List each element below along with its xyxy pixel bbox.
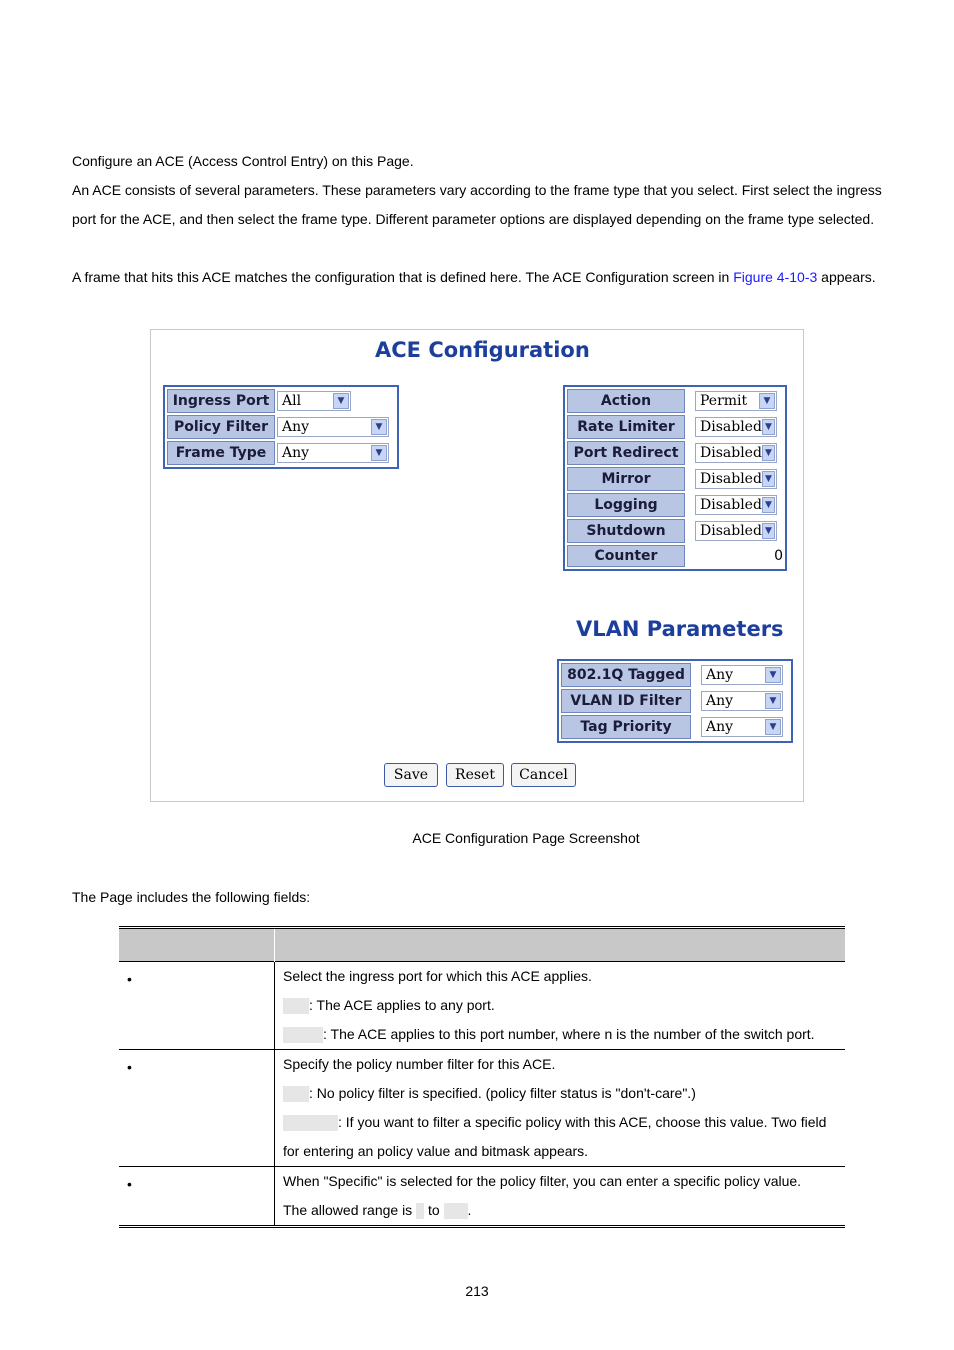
tagged-select[interactable]: Any ▼ bbox=[701, 665, 783, 685]
value-highlight bbox=[444, 1203, 468, 1219]
shutdown-label: Shutdown bbox=[567, 519, 685, 543]
mirror-select[interactable]: Disabled ▼ bbox=[695, 469, 777, 489]
chevron-down-icon: ▼ bbox=[762, 523, 775, 539]
description-line: : If you want to filter a specific policy with this ACE, choose this value. Two field bbox=[275, 1108, 845, 1137]
reset-button[interactable]: Reset bbox=[446, 763, 504, 787]
figure-caption: ACE Configuration Page Screenshot bbox=[412, 830, 640, 846]
chevron-down-icon: ▼ bbox=[765, 667, 781, 683]
port-redirect-label: Port Redirect bbox=[567, 441, 685, 465]
chevron-down-icon: ▼ bbox=[762, 471, 775, 487]
vlan-id-filter-select[interactable]: Any ▼ bbox=[701, 691, 783, 711]
value-highlight bbox=[283, 1115, 338, 1131]
cancel-button[interactable]: Cancel bbox=[511, 763, 576, 787]
chevron-down-icon: ▼ bbox=[765, 719, 781, 735]
counter-label: Counter bbox=[567, 545, 685, 567]
fields-table-header bbox=[119, 928, 845, 962]
intro-figure-reference: A frame that hits this ACE matches the configuration that is defined here. The ACE Configuration screen in Figure 4-10-3 appears. bbox=[72, 269, 876, 285]
fields-table bbox=[119, 926, 845, 1228]
action-select[interactable]: Permit ▼ bbox=[695, 391, 777, 411]
value-highlight bbox=[283, 1027, 323, 1043]
chevron-down-icon: ▼ bbox=[759, 393, 775, 409]
table-row bbox=[119, 1167, 845, 1227]
chevron-down-icon: ▼ bbox=[333, 393, 349, 409]
save-button[interactable]: Save bbox=[384, 763, 438, 787]
description-line: Select the ingress port for which this ACE applies. bbox=[283, 968, 592, 984]
bullet: • bbox=[127, 1176, 132, 1192]
description-line: When "Specific" is selected for the policy filter, you can enter a specific policy value. bbox=[283, 1173, 802, 1189]
page-number: 213 bbox=[465, 1283, 489, 1299]
bullet: • bbox=[127, 1059, 132, 1075]
header-cell-object bbox=[119, 928, 275, 962]
policy-filter-select[interactable]: Any ▼ bbox=[277, 417, 389, 437]
counter-value: 0 bbox=[687, 545, 783, 567]
ace-configuration-screenshot bbox=[150, 329, 804, 802]
table-row bbox=[119, 962, 845, 1050]
chevron-down-icon: ▼ bbox=[762, 497, 775, 513]
value-highlight bbox=[283, 1086, 309, 1102]
policy-filter-label: Policy Filter bbox=[167, 415, 275, 439]
intro-line1: Configure an ACE (Access Control Entry) on this Page. bbox=[72, 153, 414, 169]
ingress-settings-table bbox=[163, 385, 399, 469]
vlan-parameters-title: VLAN Parameters bbox=[576, 617, 784, 641]
logging-select[interactable]: Disabled ▼ bbox=[695, 495, 777, 515]
action-settings-table bbox=[563, 385, 787, 571]
frame-type-select[interactable]: Any ▼ bbox=[277, 443, 389, 463]
shutdown-select[interactable]: Disabled ▼ bbox=[695, 521, 777, 541]
tag-priority-label: Tag Priority bbox=[561, 715, 691, 739]
description-line: : The ACE applies to this port number, where n is the number of the switch port. bbox=[275, 1020, 845, 1049]
ingress-port-select[interactable]: All ▼ bbox=[277, 391, 351, 411]
chevron-down-icon: ▼ bbox=[371, 419, 387, 435]
value-highlight bbox=[283, 998, 309, 1014]
fields-intro: The Page includes the following fields: bbox=[72, 889, 311, 905]
figure-link[interactable]: Figure 4-10-3 bbox=[733, 269, 818, 285]
table-row bbox=[119, 1050, 845, 1167]
port-redirect-select[interactable]: Disabled ▼ bbox=[695, 443, 777, 463]
description-line: Specify the policy number filter for this ACE. bbox=[283, 1056, 556, 1072]
description-line: : The ACE applies to any port. bbox=[275, 991, 845, 1020]
vlan-id-filter-label: VLAN ID Filter bbox=[561, 689, 691, 713]
ace-configuration-title: ACE Configuration bbox=[375, 338, 590, 362]
mirror-label: Mirror bbox=[567, 467, 685, 491]
action-label: Action bbox=[567, 389, 685, 413]
chevron-down-icon: ▼ bbox=[371, 445, 387, 461]
logging-label: Logging bbox=[567, 493, 685, 517]
value-highlight bbox=[416, 1203, 424, 1219]
description-line: for entering an policy value and bitmask appears. bbox=[283, 1143, 589, 1159]
chevron-down-icon: ▼ bbox=[762, 445, 775, 461]
tagged-label: 802.1Q Tagged bbox=[561, 663, 691, 687]
frame-type-label: Frame Type bbox=[167, 441, 275, 465]
tag-priority-select[interactable]: Any ▼ bbox=[701, 717, 783, 737]
description-line: The allowed range is to . bbox=[283, 1202, 472, 1218]
bullet: • bbox=[127, 971, 132, 987]
ingress-port-label: Ingress Port bbox=[167, 389, 275, 413]
rate-limiter-select[interactable]: Disabled ▼ bbox=[695, 417, 777, 437]
chevron-down-icon: ▼ bbox=[765, 693, 781, 709]
rate-limiter-label: Rate Limiter bbox=[567, 415, 685, 439]
header-cell-description bbox=[275, 928, 846, 962]
description-line: : No policy filter is specified. (policy filter status is "don't-care".) bbox=[275, 1079, 845, 1108]
vlan-parameters-table bbox=[557, 659, 793, 743]
chevron-down-icon: ▼ bbox=[762, 419, 775, 435]
intro-paragraph: An ACE consists of several parameters. These parameters vary according to the frame type that you select. First select the ingress port for the ACE, and then select the frame type. Different parameter options are displayed depending on the frame type selected. bbox=[72, 182, 882, 227]
